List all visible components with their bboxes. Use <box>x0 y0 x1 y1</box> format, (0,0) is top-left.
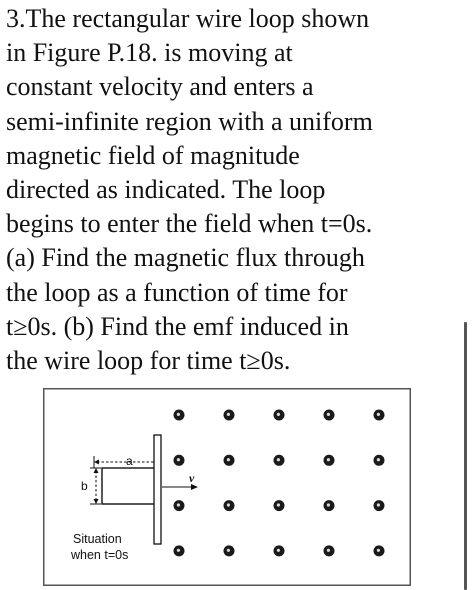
figure-p18 <box>43 388 411 586</box>
problem-line-4: semi-infinite region with a uniform <box>6 106 373 136</box>
problem-line-9: the loop as a function of time for <box>6 277 348 307</box>
problem-line-6: directed as indicated. The loop <box>6 175 326 205</box>
dot-out-of-page-icon <box>324 410 335 421</box>
dot-out-of-page-icon <box>174 455 185 466</box>
problem-line-10: t≥0s. (b) Find the emf induced in <box>6 311 349 341</box>
caption-line-2: when t=0s <box>71 548 129 562</box>
problem-line-5: magnetic field of magnitude <box>6 140 300 170</box>
label-b: b <box>81 479 88 493</box>
magnetic-field-dots <box>174 410 385 557</box>
dot-out-of-page-icon <box>274 455 285 466</box>
dot-out-of-page-icon <box>374 545 385 556</box>
field-boundary <box>154 435 161 544</box>
wire-loop <box>102 468 160 504</box>
dot-out-of-page-icon <box>224 455 235 466</box>
dot-out-of-page-icon <box>374 455 385 466</box>
dot-out-of-page-icon <box>274 500 285 511</box>
dot-out-of-page-icon <box>174 545 185 556</box>
label-a: a <box>126 454 133 468</box>
caption-line-1: Situation <box>73 532 122 546</box>
problem-line-1: 3.The rectangular wire loop shown <box>6 4 370 33</box>
problem-statement <box>6 2 446 378</box>
problem-line-8: (a) Find the magnetic flux through <box>6 243 365 273</box>
dot-out-of-page-icon <box>224 500 235 511</box>
dot-out-of-page-icon <box>274 545 285 556</box>
label-v: v <box>189 471 195 485</box>
dot-out-of-page-icon <box>174 410 185 421</box>
dot-out-of-page-icon <box>224 545 235 556</box>
dot-out-of-page-icon <box>174 500 185 511</box>
dot-out-of-page-icon <box>324 500 335 511</box>
dot-out-of-page-icon <box>274 410 285 421</box>
problem-line-11: the wire loop for time t≥0s. <box>6 346 291 376</box>
dimension-b <box>90 468 101 504</box>
figure-svg <box>43 388 411 586</box>
dot-out-of-page-icon <box>374 500 385 511</box>
vertical-scrollbar[interactable] <box>464 322 467 590</box>
dot-out-of-page-icon <box>324 455 335 466</box>
problem-line-3: constant velocity and enters a <box>6 72 314 102</box>
problem-line-7: begins to enter the field when t=0s. <box>6 209 373 239</box>
dot-out-of-page-icon <box>224 410 235 421</box>
dot-out-of-page-icon <box>324 545 335 556</box>
dot-out-of-page-icon <box>374 410 385 421</box>
problem-line-2: in Figure P.18. is moving at <box>6 38 293 68</box>
